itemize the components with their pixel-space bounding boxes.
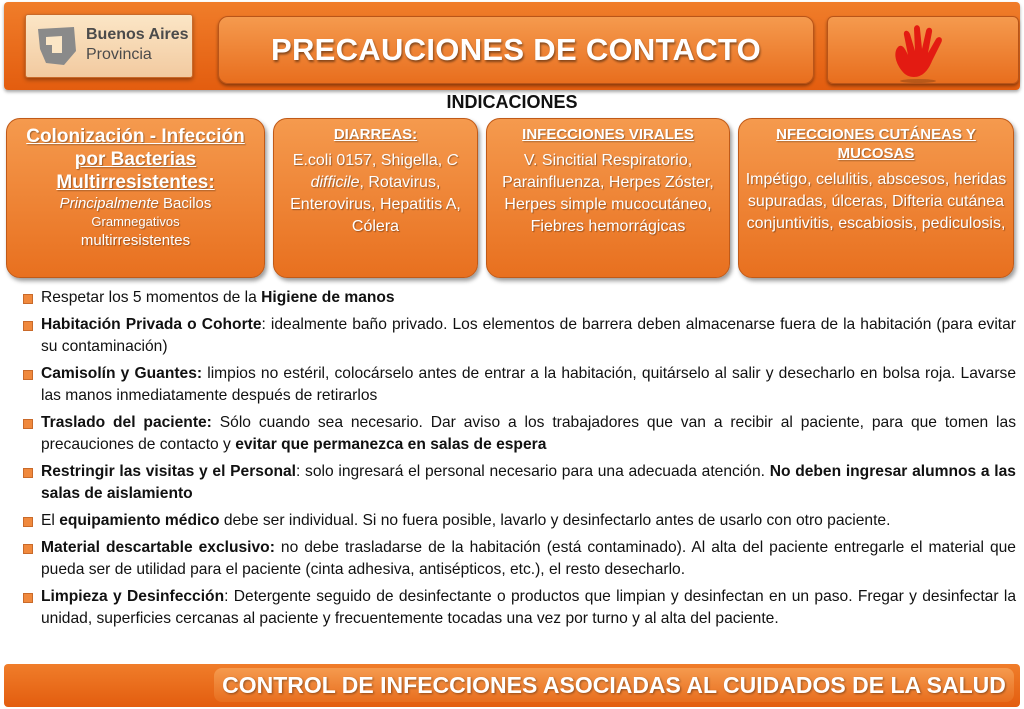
item-bold: Habitación Privada o Cohorte	[41, 316, 262, 333]
card-cutaneous	[738, 118, 1014, 278]
footer-box	[214, 668, 1014, 702]
precautions-list	[22, 287, 1016, 635]
card-viral	[486, 118, 730, 278]
card-body: Impétigo, celulitis, abscesos, heridas supuradas, úlceras, Difteria cutánea conjuntivitis, escabiosis, pediculosis,	[745, 171, 1007, 232]
logo-line1: Buenos Aires	[86, 26, 189, 43]
list-item	[22, 461, 1016, 505]
card-body-italic: C difficile	[310, 152, 459, 191]
list-item	[22, 363, 1016, 407]
card-title: INFECCIONES VIRALES	[522, 126, 694, 143]
item-text: no debe trasladarse de la habitación (está contaminado). Al alta del paciente entregarle el material que pueda ser de utilidad para el paciente (cinta adhesiva, antisépticos, etc.), el resto desecharlo.	[41, 539, 1016, 578]
card-title: DIARREAS:	[333, 126, 418, 143]
square-bullet-icon	[23, 294, 33, 304]
item-bold: Limpieza y Desinfección	[41, 588, 225, 605]
item-bold: Restringir las visitas y el Personal	[41, 463, 296, 480]
logo-line2: Provincia	[86, 46, 152, 63]
item-bold: Higiene de manos	[261, 289, 395, 306]
logo	[25, 14, 193, 78]
item-text: Sólo cuando sea necesario. Dar aviso a los trabajadores que van a recibir al paciente, para que tomen las precauciones de contacto y	[41, 414, 1016, 453]
list-item	[22, 537, 1016, 581]
square-bullet-icon	[23, 419, 33, 429]
card-body-line3: multirresistentes	[80, 232, 191, 249]
square-bullet-icon	[23, 370, 33, 380]
indications-title: INDICACIONES	[446, 92, 578, 112]
footer-title: CONTROL DE INFECCIONES ASOCIADAS AL CUIDADOS DE LA SALUD	[222, 671, 1006, 698]
page-title: PRECAUCIONES DE CONTACTO	[270, 32, 762, 67]
card-body	[280, 150, 471, 238]
item-bold: Camisolín y Guantes:	[41, 365, 203, 382]
card-body: V. Sincitial Respiratorio, Parainfluenza, Herpes Zóster, Herpes simple mucocutáneo, Fiebres hemorrágicas	[502, 152, 714, 235]
card-body-b: , Rotavirus, Enterovirus, Hepatitis A, Cólera	[290, 174, 461, 235]
card-body-a: E.coli 0157, Shigella,	[292, 152, 443, 169]
list-item	[22, 412, 1016, 456]
item-bold: Traslado del paciente:	[41, 414, 212, 431]
square-bullet-icon	[23, 321, 33, 331]
list-item	[22, 314, 1016, 358]
card-diarreas	[273, 118, 478, 278]
header-band	[4, 2, 1020, 90]
red-hand-icon	[888, 21, 954, 83]
square-bullet-icon	[23, 468, 33, 478]
province-map-icon	[34, 23, 80, 69]
item-text: El	[41, 512, 60, 529]
list-item	[22, 287, 1016, 309]
card-body-rest: Bacilos	[158, 195, 212, 212]
item-text: limpios no estéril, colocárselo antes de entrar a la habitación, quitárselo al salir y desecharlo en bolsa roja. Lavarse las manos inmediatamente después de retirarlos	[41, 365, 1016, 404]
card-multiresistant	[6, 118, 265, 278]
item-bold: Material descartable exclusivo:	[41, 539, 275, 556]
square-bullet-icon	[23, 517, 33, 527]
square-bullet-icon	[23, 593, 33, 603]
item-text: : idealmente baño privado. Los elementos de barrera deben almacenarse fuera de la habitación (para evitar su contaminación)	[41, 316, 1016, 355]
item-text: : Detergente seguido de desinfectante o productos que limpian y desinfectan en un paso. Fregar y desinfectar la unidad, superficies cercanas al paciente y frecuentemente tocadas una vez por turno y al alta del paciente.	[41, 588, 1016, 627]
list-item	[22, 510, 1016, 532]
card-title: Colonización - Infección por Bacterias Multirresistentes:	[26, 126, 245, 193]
icon-box	[827, 16, 1019, 84]
item-text: debe ser individual. Si no fuera posible, lavarlo y desinfectarlo antes de usarlo con otro paciente.	[219, 512, 891, 529]
list-item	[22, 586, 1016, 630]
title-box	[218, 16, 814, 84]
item-text: : solo ingresará el personal necesario para una adecuada atención.	[296, 463, 770, 480]
item-bold: No deben ingresar alumnos a las salas de aislamiento	[41, 463, 1016, 502]
item-bold: evitar que permanezca en salas de espera	[235, 436, 547, 453]
square-bullet-icon	[23, 544, 33, 554]
card-body-italic: Principalmente	[59, 195, 159, 212]
footer-band	[4, 664, 1020, 707]
card-title: NFECCIONES CUTÁNEAS Y MUCOSAS	[776, 126, 976, 162]
item-bold: equipamiento médico	[59, 512, 220, 529]
item-text: Respetar los 5 momentos de la	[41, 289, 262, 306]
card-body-line2: Gramnegativos	[91, 214, 180, 229]
card-body	[13, 194, 258, 213]
